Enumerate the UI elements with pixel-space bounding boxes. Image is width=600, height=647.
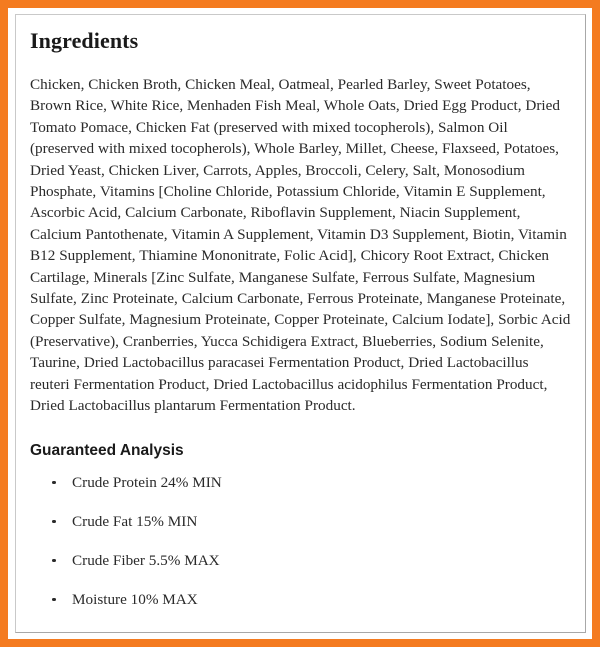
list-item [30,473,571,493]
list-item [30,512,571,532]
list-item [30,551,571,571]
guaranteed-analysis-heading: Guaranteed Analysis [30,441,184,459]
ingredients-heading: Ingredients [30,28,139,53]
list-item-label: Crude Fiber 5.5% MAX [72,551,220,569]
list-item-label: Moisture 10% MAX [72,590,198,608]
ingredients-text: Chicken, Chicken Broth, Chicken Meal, Oatmeal, Pearled Barley, Sweet Potatoes, Brown Rice, White Rice, Menhaden Fish Meal, Whole Oats, Dried Egg Product, Dried Tomato Pomace, Chicken Fat (preserved with mixed tocopherols), Salmon Oil (preserved with mixed tocopherols), Whole Barley, Millet, Cheese, Flaxseed, Potatoes, Dried Yeast, Chicken Liver, Carrots, Apples, Broccoli, Celery, Salt, Monosodium Phosphate, Vitamins [Choline Chloride, Potassium Chloride, Vitamin E Supplement, Ascorbic Acid, Calcium Carbonate, Riboflavin Supplement, Niacin Supplement, Calcium Pantothenate, Vitamin A Supplement, Vitamin D3 Supplement, Biotin, Vitamin B12 Supplement, Thiamine Mononitrate, Folic Acid], Chicory Root Extract, Chicken Cartilage, Minerals [Zinc Sulfate, Manganese Sulfate, Ferrous Sulfate, Magnesium Sulfate, Zinc Proteinate, Calcium Carbonate, Ferrous Proteinate, Manganese Proteinate, Copper Sulfate, Magnesium Proteinate, Copper Proteinate, Calcium Iodate], Sorbic Acid (Preservative), Cranberries, Yucca Schidigera Extract, Blueberries, Sodium Selenite, Taurine, Dried Lactobacillus paracasei Fermentation Product, Dried Lactobacillus reuteri Fermentation Product, Dried Lactobacillus acidophilus Fermentation Product, Dried Lactobacillus plantarum Fermentation Product. [30,76,571,415]
bullet-icon [52,598,56,602]
list-item-label: Crude Fat 15% MIN [72,512,198,530]
bullet-icon [52,481,56,485]
bullet-icon [52,520,56,524]
frame-inner-gap [8,8,592,639]
bullet-icon [52,559,56,563]
content-card [15,14,586,633]
list-item-label: Crude Protein 24% MIN [72,473,222,491]
list-item [30,590,571,610]
guaranteed-analysis-list [30,473,571,610]
